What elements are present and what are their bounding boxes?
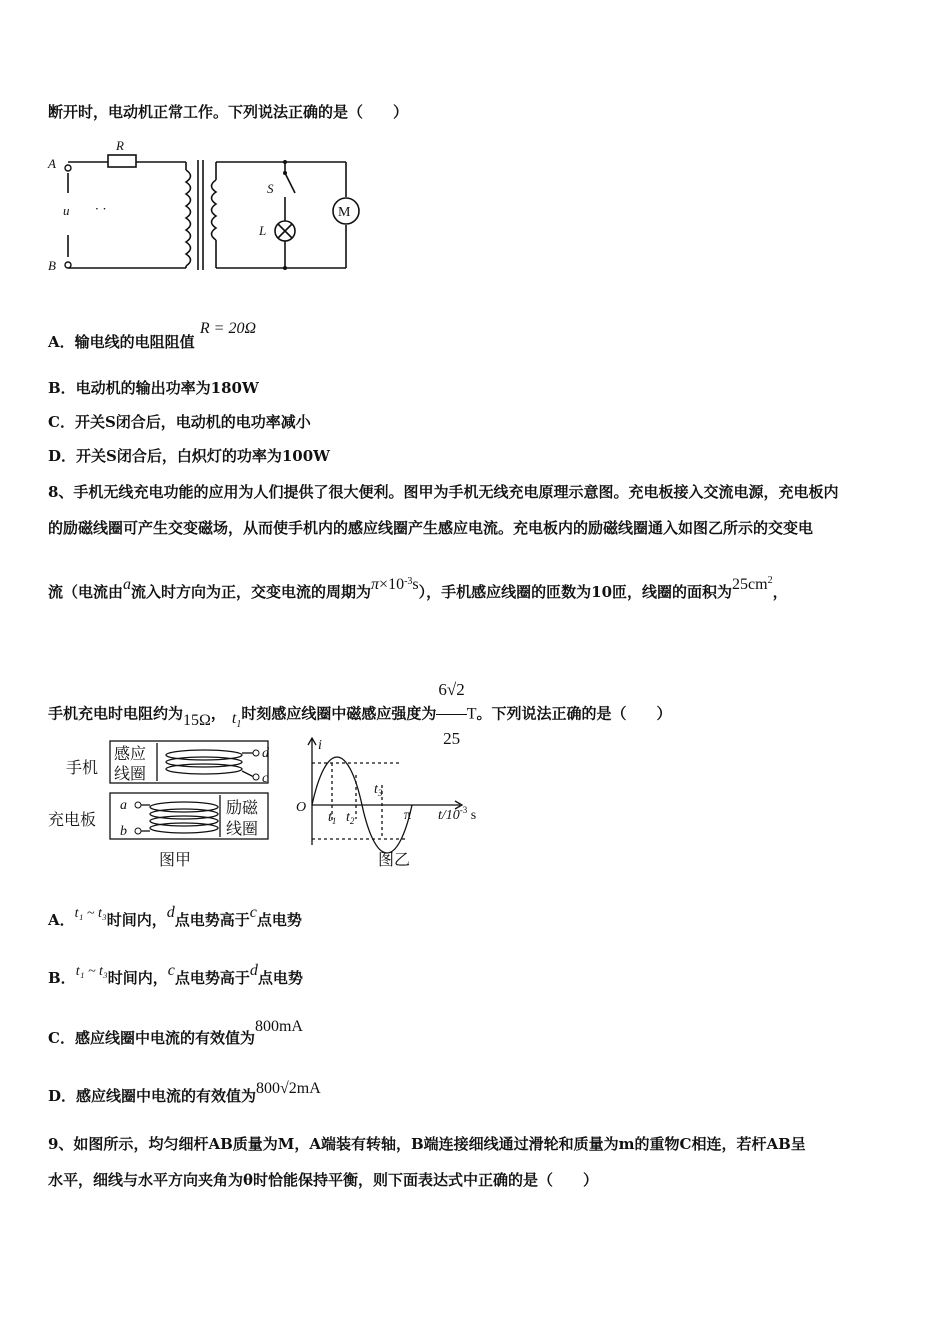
question-7-stem-tail: 断开时，电动机正常工作。下列说法正确的是（ ） <box>48 103 409 121</box>
origin-O: O <box>296 800 307 815</box>
axis-unit: s <box>467 808 477 823</box>
tick-t1: t <box>328 810 332 825</box>
label-coil2: 线圈 <box>226 819 259 838</box>
q8-stem-line-1: 8、手机无线充电功能的应用为人们提供了很大便利。图甲为手机无线充电原理示意图。充电板接入交流电源，充电板内 <box>48 483 839 501</box>
q9-stem-line-2: 水平，细线与水平方向夹角为θ时恰能保持平衡，则下面表达式中正确的是（ ） <box>48 1171 599 1189</box>
axis-t: t/10 <box>438 808 460 823</box>
tick-t2-sub: 2 <box>349 816 355 826</box>
figure-yi-current-graph <box>290 735 510 875</box>
tick-t2: t <box>346 810 350 825</box>
q8-option-d[interactable]: D．感应线圈中电流的有效值为800√2mA <box>48 1080 321 1105</box>
axis-exp: -3 <box>459 805 468 815</box>
label-M: M <box>338 205 351 220</box>
label-L: L <box>259 223 267 238</box>
label-coil: 线圈 <box>114 764 147 783</box>
label-R: R <box>116 138 124 153</box>
label-b: b <box>120 824 127 839</box>
q8-stem-line-4: 手机充电时电阻约为15Ω， $t_1$时刻感应线圈中磁感应强度为 $\frac{6√2}{25}$ T。下列说法正确的是（ ） <box>48 666 672 763</box>
q7-option-b[interactable]: B．电动机的输出功率为180W <box>48 379 259 397</box>
label-d: d <box>262 746 269 761</box>
label-phone: 手机 <box>66 758 99 777</box>
q8-option-a[interactable]: A．t₁ ~ t₃时间内，d点电势高于c点电势 <box>48 904 302 929</box>
caption-jia: 图甲 <box>159 850 192 869</box>
q9-stem-line-1: 9、如图所示，均匀细杆AB质量为M，A端装有转轴，B端连接细线通过滑轮和质量为m的重物C相连，若杆AB呈 <box>48 1135 806 1153</box>
q7-option-a[interactable]: A．输电线的电阻阻值 R = 20Ω <box>48 320 257 351</box>
label-excite: 励磁 <box>226 798 259 817</box>
q8-option-c[interactable]: C．感应线圈中电流的有效值为800mA <box>48 1018 303 1047</box>
label-u: u <box>63 203 70 218</box>
svg-text:t/10-3 s <box>438 805 476 823</box>
tick-t1-sub: 1 <box>331 816 337 826</box>
q7-option-c[interactable]: C．开关S闭合后，电动机的电功率减小 <box>48 413 311 431</box>
label-A: A <box>48 156 56 171</box>
svg-text:t3 <box>374 782 383 798</box>
svg-text:· ·: · · <box>95 202 107 216</box>
label-a: a <box>120 798 127 813</box>
q8-option-b[interactable]: B．t₁ ~ t₃时间内，c点电势高于d点电势 <box>48 962 303 987</box>
label-c: c <box>262 771 269 786</box>
label-board: 充电板 <box>48 810 97 829</box>
tick-t3-sub: 3 <box>377 788 383 798</box>
q7-option-d[interactable]: D．开关S闭合后，白炽灯的功率为100W <box>48 447 330 465</box>
q8-stem-line-2: 的励磁线圈可产生交变磁场，从而使手机内的感应线圈产生感应电流。充电板内的励磁线圈通入如图乙所示的交变电 <box>48 519 814 537</box>
figure-jia-wireless-charging <box>44 735 284 875</box>
label-S: S <box>267 181 274 196</box>
caption-yi: 图乙 <box>378 850 411 869</box>
label-B: B <box>48 258 56 273</box>
q8-stem-line-3: 流（电流由a流入时方向为正，交变电流的周期为$\pi\times 10^{-3}s$），手机感应线圈的匝数为10匝，线圈的面积为$25cm^2$， <box>48 575 788 601</box>
label-induct: 感应 <box>114 744 147 763</box>
svg-text:t2 <box>346 810 355 826</box>
axis-i: i <box>318 738 322 753</box>
tick-pi: π <box>404 808 412 823</box>
tick-t3: t <box>374 782 378 797</box>
transformer-circuit-diagram <box>40 135 360 275</box>
